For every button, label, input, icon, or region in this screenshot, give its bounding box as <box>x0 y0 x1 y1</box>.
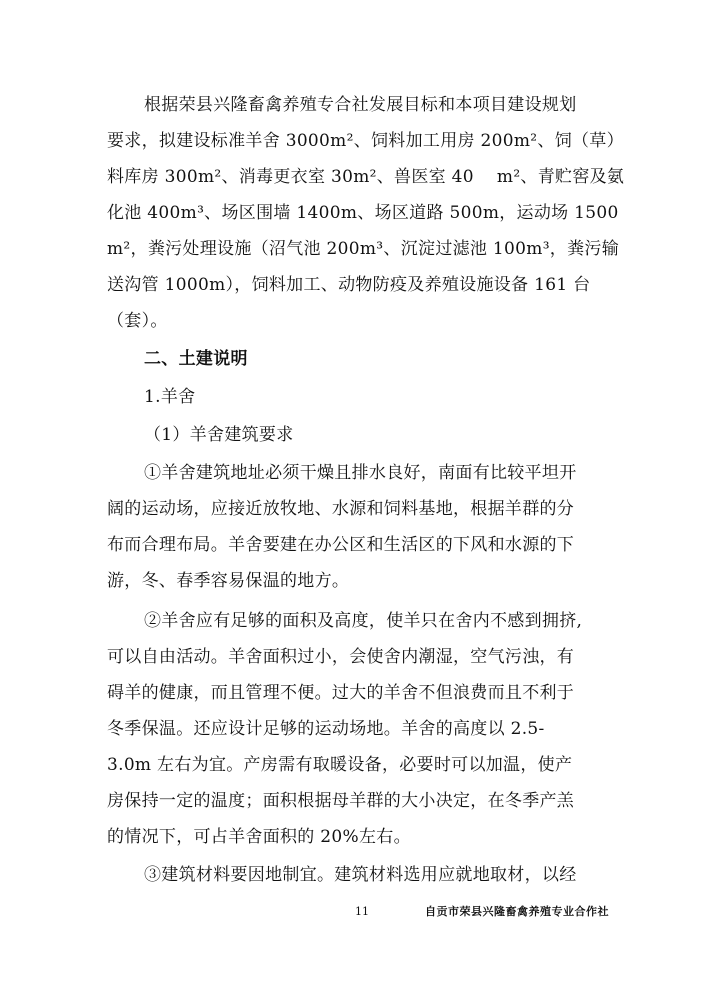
text-line <box>0 676 703 710</box>
paragraph-text: 碍羊的健康，而且管理不便。过大的羊舍不但浪费而且不利于 <box>107 683 575 703</box>
subheading: （1）羊舍建筑要求 <box>144 425 294 445</box>
text-line <box>0 380 703 414</box>
paragraph-text: 根据荣县兴隆畜禽养殖专合社发展目标和本项目建设规划 <box>144 95 577 115</box>
text-line <box>0 858 703 892</box>
text-line <box>0 748 703 782</box>
paragraph-text: 料库房 300m²、消毒更衣室 30m²、兽医室 40 m²、青贮窖及氨 <box>107 167 625 187</box>
text-line <box>0 604 703 638</box>
text-line <box>0 418 703 452</box>
text-line <box>0 564 703 598</box>
text-line <box>0 196 703 230</box>
paragraph-text: 的情况下，可占羊舍面积的 20%左右。 <box>107 827 411 847</box>
text-line <box>0 528 703 562</box>
paragraph-text: 化池 400m³、场区围墙 1400m、场区道路 500m，运动场 1500 <box>107 203 619 223</box>
text-line <box>0 784 703 818</box>
paragraph-text: 房保持一定的温度；面积根据母羊群的大小决定，在冬季产羔 <box>107 791 575 811</box>
text-line <box>0 88 703 122</box>
subheading: 1.羊舍 <box>144 387 196 407</box>
section-heading: 二、土建说明 <box>144 349 248 369</box>
paragraph-text: 游，冬、春季容易保温的地方。 <box>107 571 350 591</box>
text-line <box>0 712 703 746</box>
text-line <box>0 820 703 854</box>
text-line <box>0 492 703 526</box>
text-line <box>0 640 703 674</box>
page-number: 11 <box>355 905 369 918</box>
paragraph-text: ①羊舍建筑地址必须干燥且排水良好，南面有比较平坦开 <box>144 463 577 483</box>
text-line <box>0 232 703 266</box>
paragraph-text: （套）。 <box>107 311 168 331</box>
footer-organization: 自贡市荣县兴隆畜禽养殖专业合作社 <box>425 905 609 918</box>
text-line <box>0 268 703 302</box>
paragraph-text: m²，粪污处理设施（沼气池 200m³、沉淀过滤池 100m³，粪污输 <box>107 239 620 259</box>
paragraph-text: 3.0m 左右为宜。产房需有取暖设备，必要时可以加温，使产 <box>107 755 573 775</box>
paragraph-text: 冬季保温。还应设计足够的运动场地。羊舍的高度以 2.5- <box>107 719 545 739</box>
text-line <box>0 342 703 376</box>
paragraph-text: 可以自由活动。羊舍面积过小，会使舍内潮湿，空气污浊，有 <box>107 647 575 667</box>
text-line <box>0 124 703 158</box>
paragraph-text: ②羊舍应有足够的面积及高度，使羊只在舍内不感到拥挤, <box>144 611 583 631</box>
text-line <box>0 304 703 338</box>
paragraph-text: 要求，拟建设标准羊舍 3000m²、饲料加工用房 200m²、饲（草） <box>107 131 624 151</box>
text-line <box>0 456 703 490</box>
paragraph-text: ③建筑材料要因地制宜。建筑材料选用应就地取材，以经 <box>144 865 577 885</box>
text-line <box>0 160 703 194</box>
paragraph-text: 阔的运动场，应接近放牧地、水源和饲料基地，根据羊群的分 <box>107 499 575 519</box>
paragraph-text: 布而合理布局。羊舍要建在办公区和生活区的下风和水源的下 <box>107 535 575 555</box>
paragraph-text: 送沟管 1000m），饲料加工、动物防疫及养殖设施设备 161 台 <box>107 275 591 295</box>
